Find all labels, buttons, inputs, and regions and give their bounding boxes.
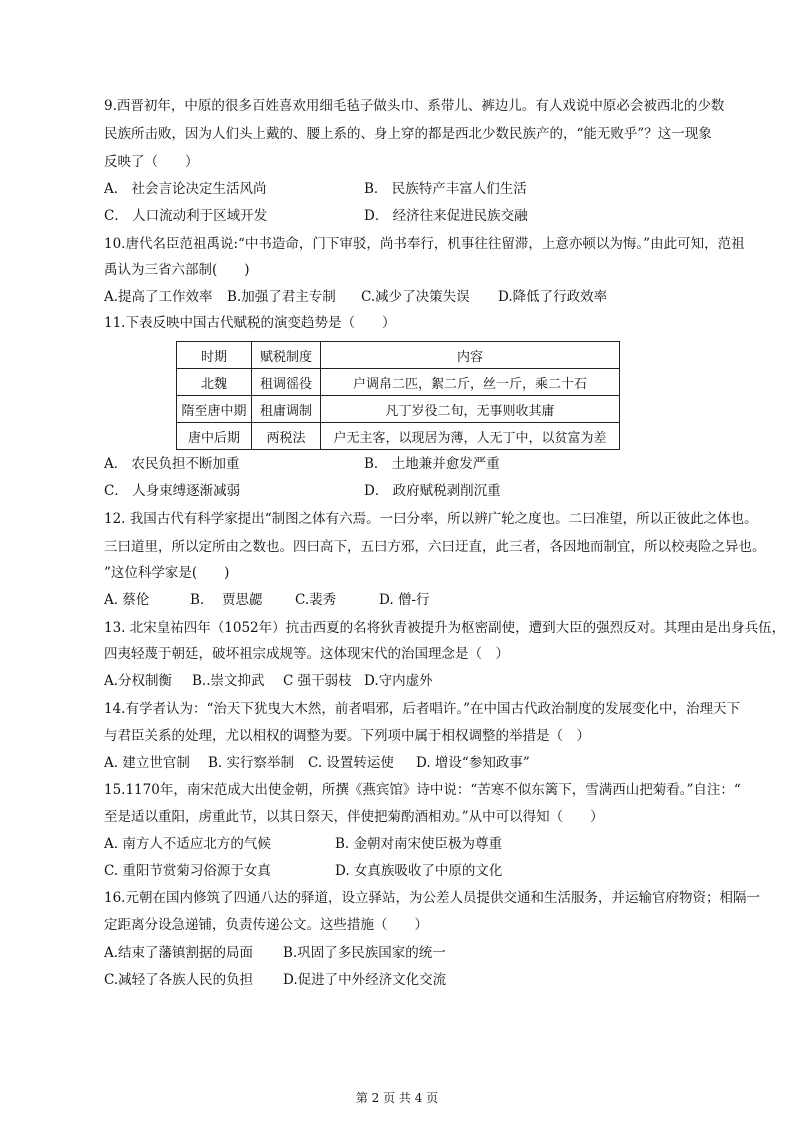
q14-option-c: C. 设置转运使 (308, 755, 394, 771)
q9-line-1: 9.西晋初年，中原的很多百姓喜欢用细毛毡子做头巾、系带儿、裤边儿。有人戏说中原必会被西北的少数 (104, 98, 725, 114)
q13-option-b: B..崇文抑武 (192, 673, 265, 689)
q13-line-1: 13. 北宋皇祐四年（1052年）抗击西夏的名将狄青被提升为枢密副使，遭到大臣的强烈反对。其理由是出身兵伍， (104, 620, 786, 636)
q16-line-1: 16.元朝在国内修筑了四通八达的驿道，设立驿站，为公差人员提供交通和生活服务，并运输官府物资；相隔一 (104, 890, 760, 906)
table-cell: 唐中后期 (177, 423, 252, 450)
q9-line-3: 反映了（ ） (104, 154, 199, 170)
q13-option-c: C 强干弱枝 (283, 673, 352, 689)
table-cell: 隋至唐中期 (177, 396, 252, 423)
q12-line-2: 三曰道里，所以定所由之数也。四曰高下，五曰方邪，六曰迂直，此三者，各因地而制宜，所以校夷险之异也。 (104, 539, 766, 555)
table-row (177, 423, 620, 450)
q15-option-c: C. 重阳节赏菊习俗源于女真 (104, 863, 271, 879)
q12-option-c: C.裴秀 (295, 592, 337, 608)
q14-option-b: B. 实行察举制 (208, 755, 295, 771)
table-cell: 两税法 (252, 423, 321, 450)
q11-option-a: A． 农民负担不断加重 (104, 456, 240, 472)
q10-line-2: 禹认为三省六部制( ) (104, 262, 250, 278)
q14-option-a: A. 建立世官制 (104, 755, 190, 771)
table-cell: 凡丁岁役二旬，无事则收其庸 (321, 396, 620, 423)
q10-option-a: A.提高了工作效率 (104, 289, 213, 305)
q14-option-d: D. 增设“参知政事” (416, 755, 530, 771)
q16-option-c: C.减轻了各族人民的负担 (104, 972, 254, 988)
q11-option-b: B． 土地兼并愈发严重 (364, 456, 500, 472)
q10-option-c: C.减少了决策失误 (361, 289, 470, 305)
q10-option-d: D.降低了行政效率 (498, 289, 608, 305)
table-cell: 北魏 (177, 369, 252, 396)
q13-option-d: D.守内虚外 (364, 673, 433, 689)
q9-option-c: C． 人口流动利于区域开发 (104, 208, 268, 224)
table-row (177, 369, 620, 396)
table-row (177, 396, 620, 423)
page-number-footer: 第 2 页 共 4 页 (355, 1091, 439, 1105)
q10-line-1: 10.唐代名臣范祖禹说:“中书造命，门下审驳，尚书奉行，机事往往留滞，上意亦顿以为悔。”由此可知，范祖 (104, 236, 745, 252)
table-header-cell: 内容 (321, 342, 620, 369)
q11-line-1: 11.下表反映中国古代赋税的演变趋势是（ ） (104, 315, 396, 331)
q15-line-2: 至是适以重阳，虏重此节，以其日祭天，伴使把菊酌酒相劝。”从中可以得知（ ） (104, 809, 604, 825)
q12-option-b: B. 贾思勰 (190, 592, 263, 608)
q9-option-a: A． 社会言论决定生活风尚 (104, 181, 267, 197)
q13-option-a: A.分权制衡 (104, 673, 173, 689)
q15-option-a: A. 南方人不适应北方的气候 (104, 836, 271, 852)
table-header-cell: 赋税制度 (252, 342, 321, 369)
q15-option-d: D. 女真族吸收了中原的文化 (335, 863, 503, 879)
table-header-cell: 时期 (177, 342, 252, 369)
table-cell: 租庸调制 (252, 396, 321, 423)
q15-option-b: B. 金朝对南宋使臣极为尊重 (335, 836, 503, 852)
table-header-row (177, 342, 620, 369)
q13-line-2: 四夷轻蔑于朝廷，破坏祖宗成规等。这体现宋代的治国理念是（ ） (104, 646, 509, 662)
table-cell: 租调徭役 (252, 369, 321, 396)
q12-line-1: 12. 我国古代有科学家提出“制图之体有六焉。一曰分率，所以辨广轮之度也。二曰准望，所以正彼此之体也。 (104, 511, 758, 527)
q16-option-d: D.促进了中外经济文化交流 (283, 972, 447, 988)
table-cell: 户无主客，以现居为薄，人无丁中，以贫富为差 (321, 423, 620, 450)
q16-line-2: 定距离分设急递铺，负责传递公文。这些措施（ ） (104, 917, 428, 933)
q14-line-1: 14.有学者认为：“治天下犹曳大木然，前者唱邪，后者唱许。”在中国古代政治制度的发展变化中，治理天下 (104, 701, 741, 717)
q11-option-c: C． 人身束缚逐渐减弱 (104, 483, 241, 499)
q9-option-b: B． 民族特产丰富人们生活 (364, 181, 527, 197)
q12-option-d: D. 僧-行 (379, 592, 430, 608)
q16-option-a: A.结束了藩镇割据的局面 (104, 945, 254, 961)
table-cell: 户调帛二匹，絮二斤，丝一斤，乘二十石 (321, 369, 620, 396)
q14-line-2: 与君臣关系的处理，尤以相权的调整为要。下列项中属于相权调整的举措是（ ） (104, 728, 590, 744)
q16-option-b: B.巩固了多民族国家的统一 (283, 945, 446, 961)
tax-evolution-table (176, 341, 620, 450)
q12-option-a: A. 蔡伦 (104, 592, 150, 608)
q9-line-2: 民族所击败，因为人们头上戴的、腰上系的、身上穿的都是西北少数民族产的，“能无败乎”？这一现象 (104, 126, 712, 142)
q12-line-3: ”这位科学家是( ) (104, 565, 230, 581)
q9-option-d: D． 经济往来促进民族交融 (364, 208, 528, 224)
q10-option-b: B.加强了君主专制 (227, 289, 336, 305)
q15-line-1: 15.1170年，南宋范成大出使金朝，所撰《燕宾馆》诗中说：“苦寒不似东篱下，雪满西山把菊看。”自注：“ (104, 782, 741, 798)
q11-option-d: D． 政府赋税剥削沉重 (364, 483, 501, 499)
